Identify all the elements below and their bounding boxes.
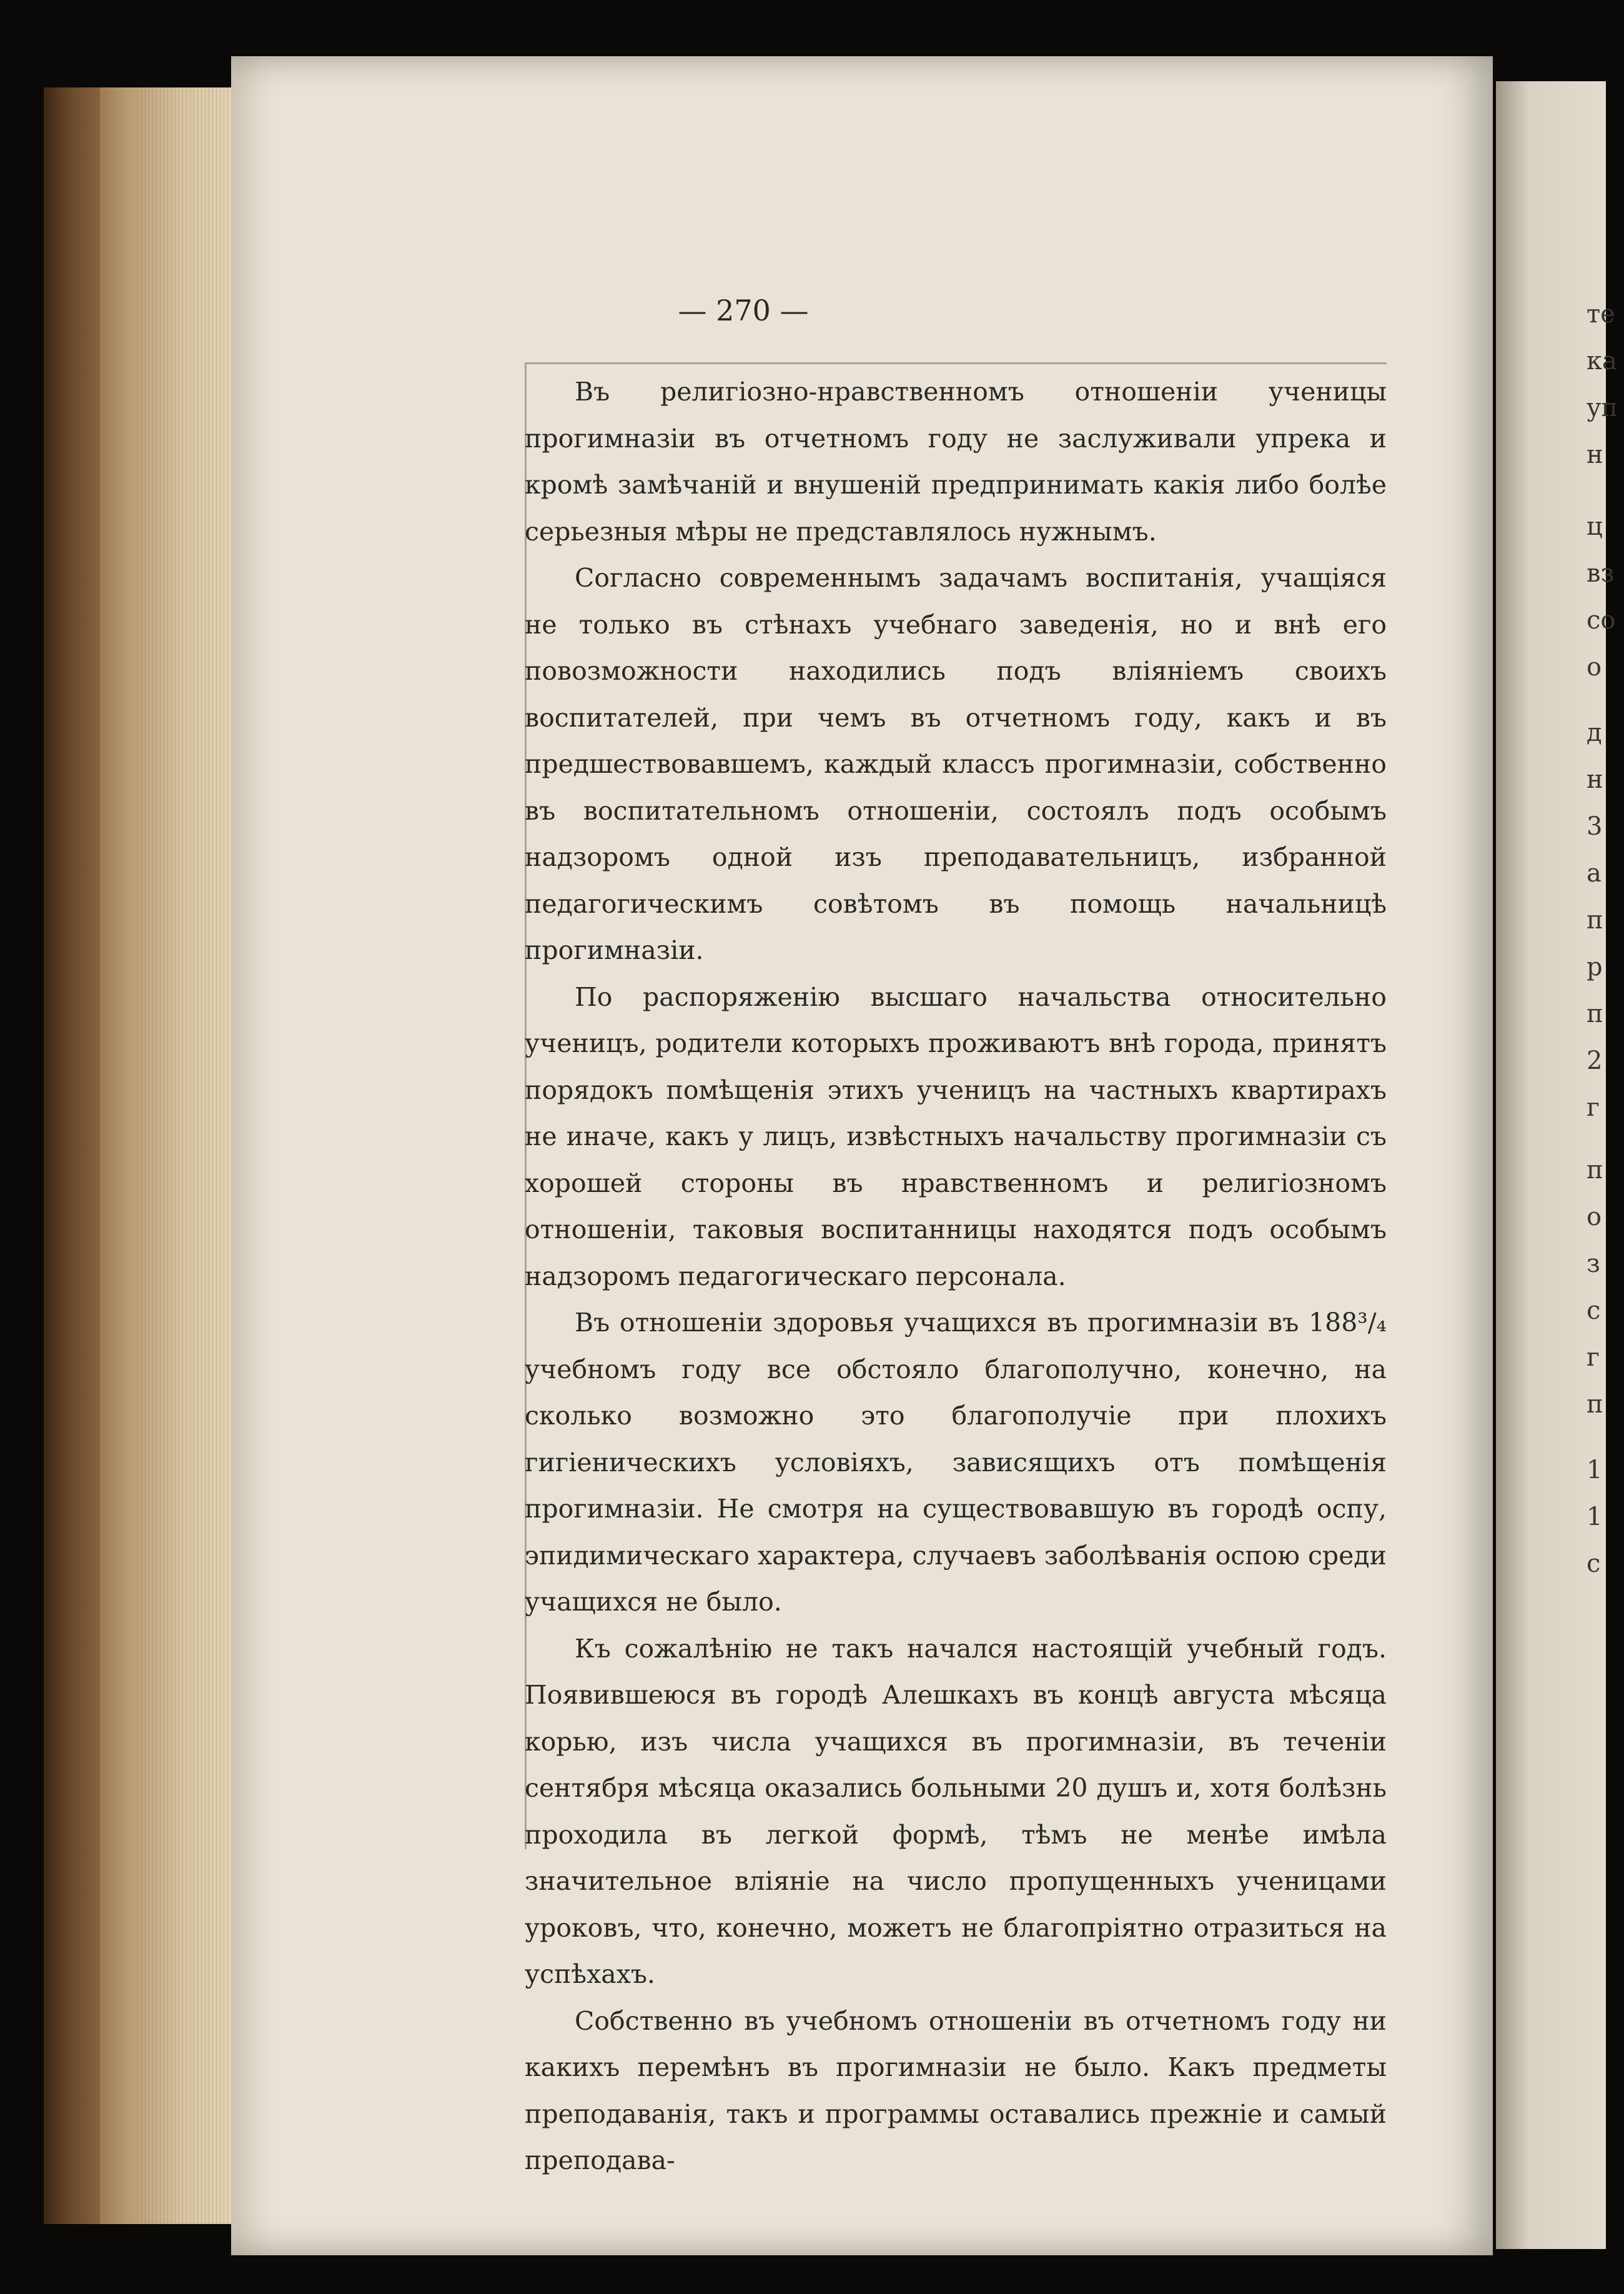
next-page-fragment: г [1587, 1343, 1600, 1372]
next-page-fragment: д [1587, 718, 1602, 747]
next-page-fragment: 2 [1587, 1046, 1603, 1075]
next-page-fragment: с [1587, 1549, 1601, 1578]
next-page-fragment: 3 [1587, 812, 1603, 841]
next-page-fragment: те [1587, 300, 1615, 329]
book-page-block [44, 87, 231, 2224]
next-page-fragment: о [1587, 1203, 1602, 1231]
book-cover-edge [44, 87, 100, 2224]
next-page-fragment: г [1587, 1093, 1600, 1122]
paragraph-3: По распоряженію высшаго начальства относительно ученицъ, родители которыхъ проживаютъ внѣ города, принятъ порядокъ помѣщенія этихъ ученицъ на частныхъ квартирахъ не иначе, какъ у лицъ, извѣстныхъ начальству прогимназіи съ хорошей стороны въ нравственномъ и религіозномъ отношеніи, таковыя воспитанницы находятся подъ особымъ надзоромъ педагогическаго персонала. [525, 981, 1387, 1291]
next-page-fragment: п [1587, 1000, 1603, 1028]
next-page-fragment: а [1587, 859, 1602, 888]
body-text [525, 369, 1387, 2184]
next-page-fragment: с [1587, 1296, 1601, 1325]
next-page-fragment: ц [1587, 512, 1603, 541]
next-page-sliver [1496, 81, 1618, 2249]
next-page-fragment: 1 [1587, 1456, 1603, 1484]
next-page-fragment: со [1587, 606, 1616, 635]
next-page-fragment: н [1587, 765, 1603, 794]
next-page-fragment: ка [1587, 347, 1617, 375]
bleed-through-frame-top [525, 362, 1387, 364]
next-page-fragment: о [1587, 653, 1602, 682]
page-edges [137, 87, 231, 2224]
next-page-fragment: п [1587, 1156, 1603, 1184]
next-page-fragment: з [1587, 1249, 1600, 1278]
next-page-fragment: р [1587, 953, 1603, 981]
next-page-fragment: уп [1587, 394, 1618, 422]
paragraph-2: Согласно современнымъ задачамъ воспитанія, учащіяся не только въ стѣнахъ учебнаго заведенія, но и внѣ его повозможности находились подъ вліяніемъ своихъ воспитателей, при чемъ въ отчетномъ году, какъ и въ предшествовавшемъ, каждый классъ прогимназіи, собственно въ воспитательномъ отношеніи, состоялъ подъ особымъ надзоромъ одной изъ преподавательницъ, избранной педагогическимъ совѣтомъ въ помощь начальницѣ прогимназіи. [525, 563, 1387, 965]
next-page-fragment: н [1587, 440, 1603, 469]
next-page-fragment: п [1587, 1390, 1603, 1419]
next-page-fragment: п [1587, 906, 1603, 935]
paragraph-5: Къ сожалѣнію не такъ начался настоящій учебный годъ. Появившеюся въ городѣ Алешкахъ въ концѣ августа мѣсяца корью, изъ числа учащихся въ прогимназіи, въ теченіи сентября мѣсяца оказались больными 20 душъ и, хотя болѣзнь проходила въ легкой формѣ, тѣмъ не менѣе имѣла значительное вліяніе на число пропущенныхъ ученицами уроковъ, что, конечно, можетъ не благопріятно отразиться на успѣхахъ. [525, 1633, 1387, 1989]
next-page-fragment: вз [1587, 559, 1615, 588]
paragraph-1: Въ религіозно-нравственномъ отношеніи ученицы прогимназіи въ отчетномъ году не заслуживали упрека и кромѣ замѣчаній и внушеній предпринимать какія либо болѣе серьезныя мѣры не представлялось нужнымъ. [525, 377, 1387, 547]
paragraph-6: Собственно въ учебномъ отношеніи въ отчетномъ году ни какихъ перемѣнъ въ прогимназіи не было. Какъ предметы преподаванія, такъ и программы оставались прежніе и самый преподава- [525, 2005, 1387, 2175]
next-page-fragment: 1 [1587, 1502, 1603, 1531]
page-number: — 270 — [678, 294, 809, 327]
paragraph-4: Въ отношеніи здоровья учащихся въ прогимназіи въ 188³/₄ учебномъ году все обстояло благополучно, конечно, на сколько возможно это благополучіе при плохихъ гигіеническихъ условіяхъ, зависящихъ отъ помѣщенія прогимназіи. Не смотря на существовавшую въ городѣ оспу, эпидимическаго характера, случаевъ заболѣванія оспою среди учащихся не было. [525, 1308, 1387, 1617]
